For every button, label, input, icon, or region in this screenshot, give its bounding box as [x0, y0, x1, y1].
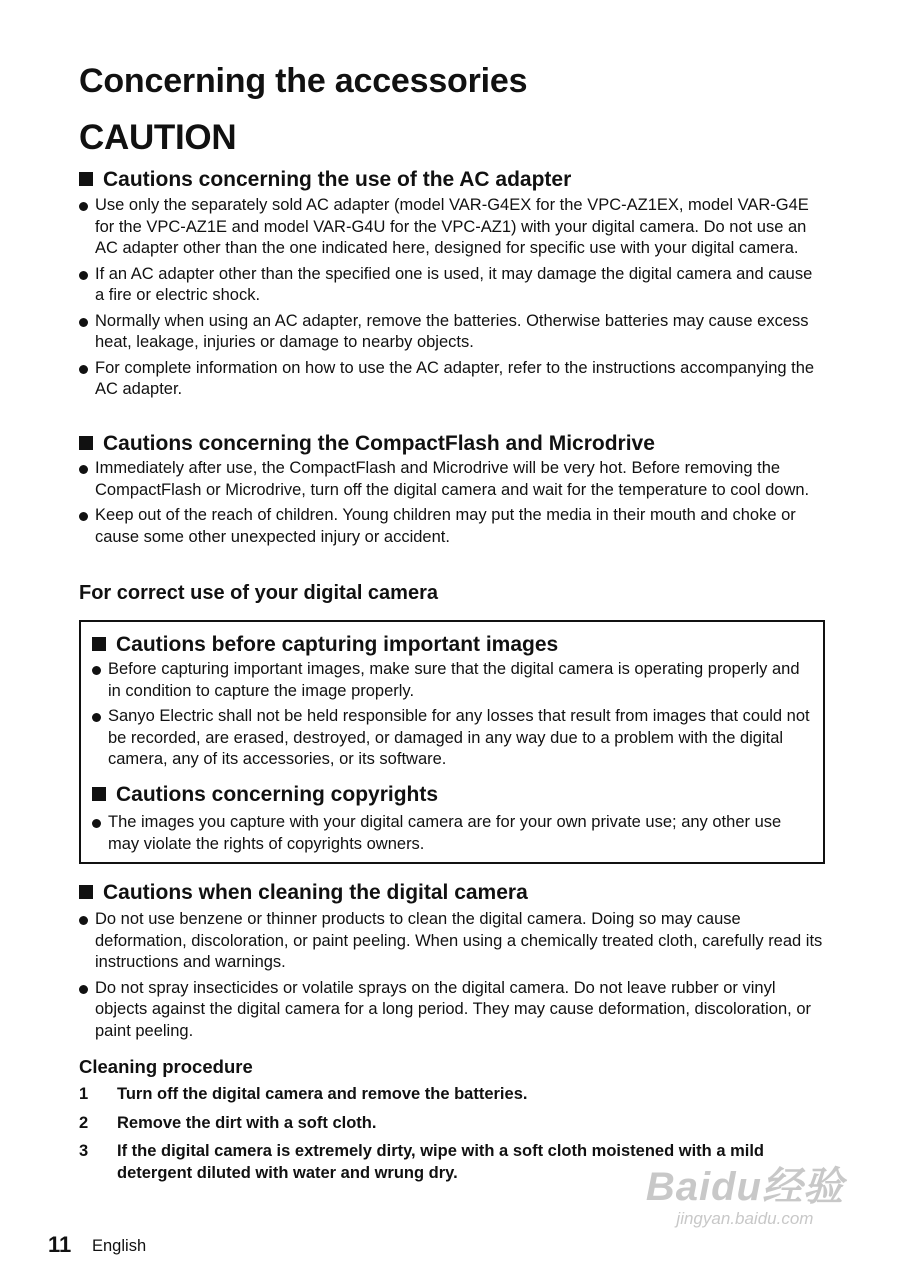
bullet-icon	[92, 713, 101, 722]
bullet-icon	[79, 512, 88, 521]
cleaning-procedure-heading: Cleaning procedure	[79, 1056, 253, 1077]
step-number: 1	[79, 1085, 89, 1103]
baidu-logo: Baidu经验	[645, 1165, 844, 1209]
step-item	[79, 1084, 824, 1106]
list-item	[79, 195, 824, 260]
list-item-text: The images you capture with your digital camera are for your own private use; any other use may violate the rights of copyrights owners.	[108, 813, 782, 853]
cleaning-list	[79, 909, 824, 1046]
list-item-text: If an AC adapter other than the specified one is used, it may damage the digital camera and cause a fire or electric shock.	[95, 264, 813, 304]
list-item-text: Use only the separately sold AC adapter (model VAR-G4EX for the VPC-AZ1EX, model VAR-G4E for the VPC-AZ1E and model VAR-G4U for the VPC-AZ1) with your digital camera. Do not use an AC adapter other than the one indicated here, designed for specific use with your digital camera.	[95, 196, 809, 257]
step-number: 2	[79, 1113, 89, 1132]
cleaning-heading-text: Cautions when cleaning the digital camera	[103, 881, 528, 904]
list-item-text: For complete information on how to use the AC adapter, refer to the instructions accompanying the AC adapter.	[95, 358, 815, 398]
bullet-icon	[79, 365, 88, 374]
ac-adapter-list	[79, 195, 824, 405]
list-item	[92, 706, 814, 771]
bullet-icon	[79, 465, 88, 474]
bullet-icon	[92, 819, 101, 828]
watermark-url: jingyan.baidu.com	[676, 1209, 814, 1228]
bullet-icon	[79, 985, 88, 994]
list-item	[79, 505, 824, 548]
square-bullet-icon	[79, 172, 93, 186]
copyrights-heading-text: Cautions concerning copyrights	[116, 783, 439, 806]
compactflash-heading-text: Cautions concerning the CompactFlash and Microdrive	[103, 432, 655, 455]
list-item-text: Do not use benzene or thinner products to clean the digital camera. Doing so may cause deformation, discoloration, or paint peeling. When using a chemically treated cloth, carefully read its instructions and warnings.	[95, 910, 823, 971]
copyrights-heading	[92, 783, 438, 807]
list-item	[92, 659, 814, 702]
correct-use-heading: For correct use of your digital camera	[79, 582, 438, 604]
list-item-text: Before capturing important images, make sure that the digital camera is operating properly and in condition to capture the image properly.	[108, 660, 800, 700]
important-images-heading-text: Cautions before capturing important images	[116, 633, 559, 656]
list-item	[79, 358, 824, 401]
important-images-list	[92, 659, 814, 775]
bullet-icon	[79, 916, 88, 925]
list-item-text: Sanyo Electric shall not be held responsible for any losses that result from images that could not be recorded, are erased, destroyed, or damaged in any way due to a problem with the digital camera, any of its accessories, or its software.	[108, 707, 810, 768]
bullet-icon	[92, 666, 101, 675]
list-item	[79, 264, 824, 307]
compactflash-heading	[79, 432, 655, 456]
compactflash-list	[79, 458, 824, 552]
list-item	[79, 311, 824, 354]
step-item	[79, 1113, 824, 1135]
list-item	[92, 812, 814, 855]
list-item-text: Do not spray insecticides or volatile sprays on the digital camera. Do not leave rubber or vinyl objects against the digital camera for a long period. They may cause deformation, discoloration, or paint peeling.	[95, 978, 812, 1040]
list-item-text: Keep out of the reach of children. Young children may put the media in their mouth and choke or cause some other unexpected injury or accident.	[95, 506, 796, 546]
ac-adapter-heading-text: Cautions concerning the use of the AC adapter	[103, 168, 572, 191]
cleaning-heading	[79, 881, 528, 905]
bullet-icon	[79, 318, 88, 327]
copyrights-list	[92, 812, 814, 859]
list-item	[79, 978, 824, 1043]
list-item-text: Immediately after use, the CompactFlash and Microdrive will be very hot. Before removing the CompactFlash or Microdrive, turn off the digital camera and wait for the temperature to cool down.	[95, 459, 810, 499]
bullet-icon	[79, 202, 88, 211]
square-bullet-icon	[79, 885, 93, 899]
step-text: Remove the dirt with a soft cloth.	[117, 1113, 377, 1132]
list-item	[79, 909, 824, 974]
step-text: Turn off the digital camera and remove the batteries.	[117, 1085, 528, 1103]
step-item	[79, 1141, 824, 1184]
caution-title: CAUTION	[79, 118, 237, 157]
square-bullet-icon	[92, 637, 106, 651]
cleaning-steps	[79, 1084, 824, 1191]
page-language: English	[92, 1237, 147, 1255]
step-text: If the digital camera is extremely dirty, wipe with a soft cloth moistened with a mild detergent diluted with water and wrung dry.	[117, 1142, 765, 1182]
page-number: 11	[48, 1232, 72, 1257]
square-bullet-icon	[92, 787, 106, 801]
list-item-text: Normally when using an AC adapter, remove the batteries. Otherwise batteries may cause excess heat, leakage, injuries or damage to nearby objects.	[95, 311, 809, 351]
ac-adapter-heading	[79, 168, 571, 192]
step-number: 3	[79, 1142, 89, 1160]
square-bullet-icon	[79, 436, 93, 450]
page-title: Concerning the accessories	[79, 62, 528, 100]
list-item	[79, 458, 824, 501]
important-images-heading	[92, 633, 558, 657]
bullet-icon	[79, 271, 88, 280]
